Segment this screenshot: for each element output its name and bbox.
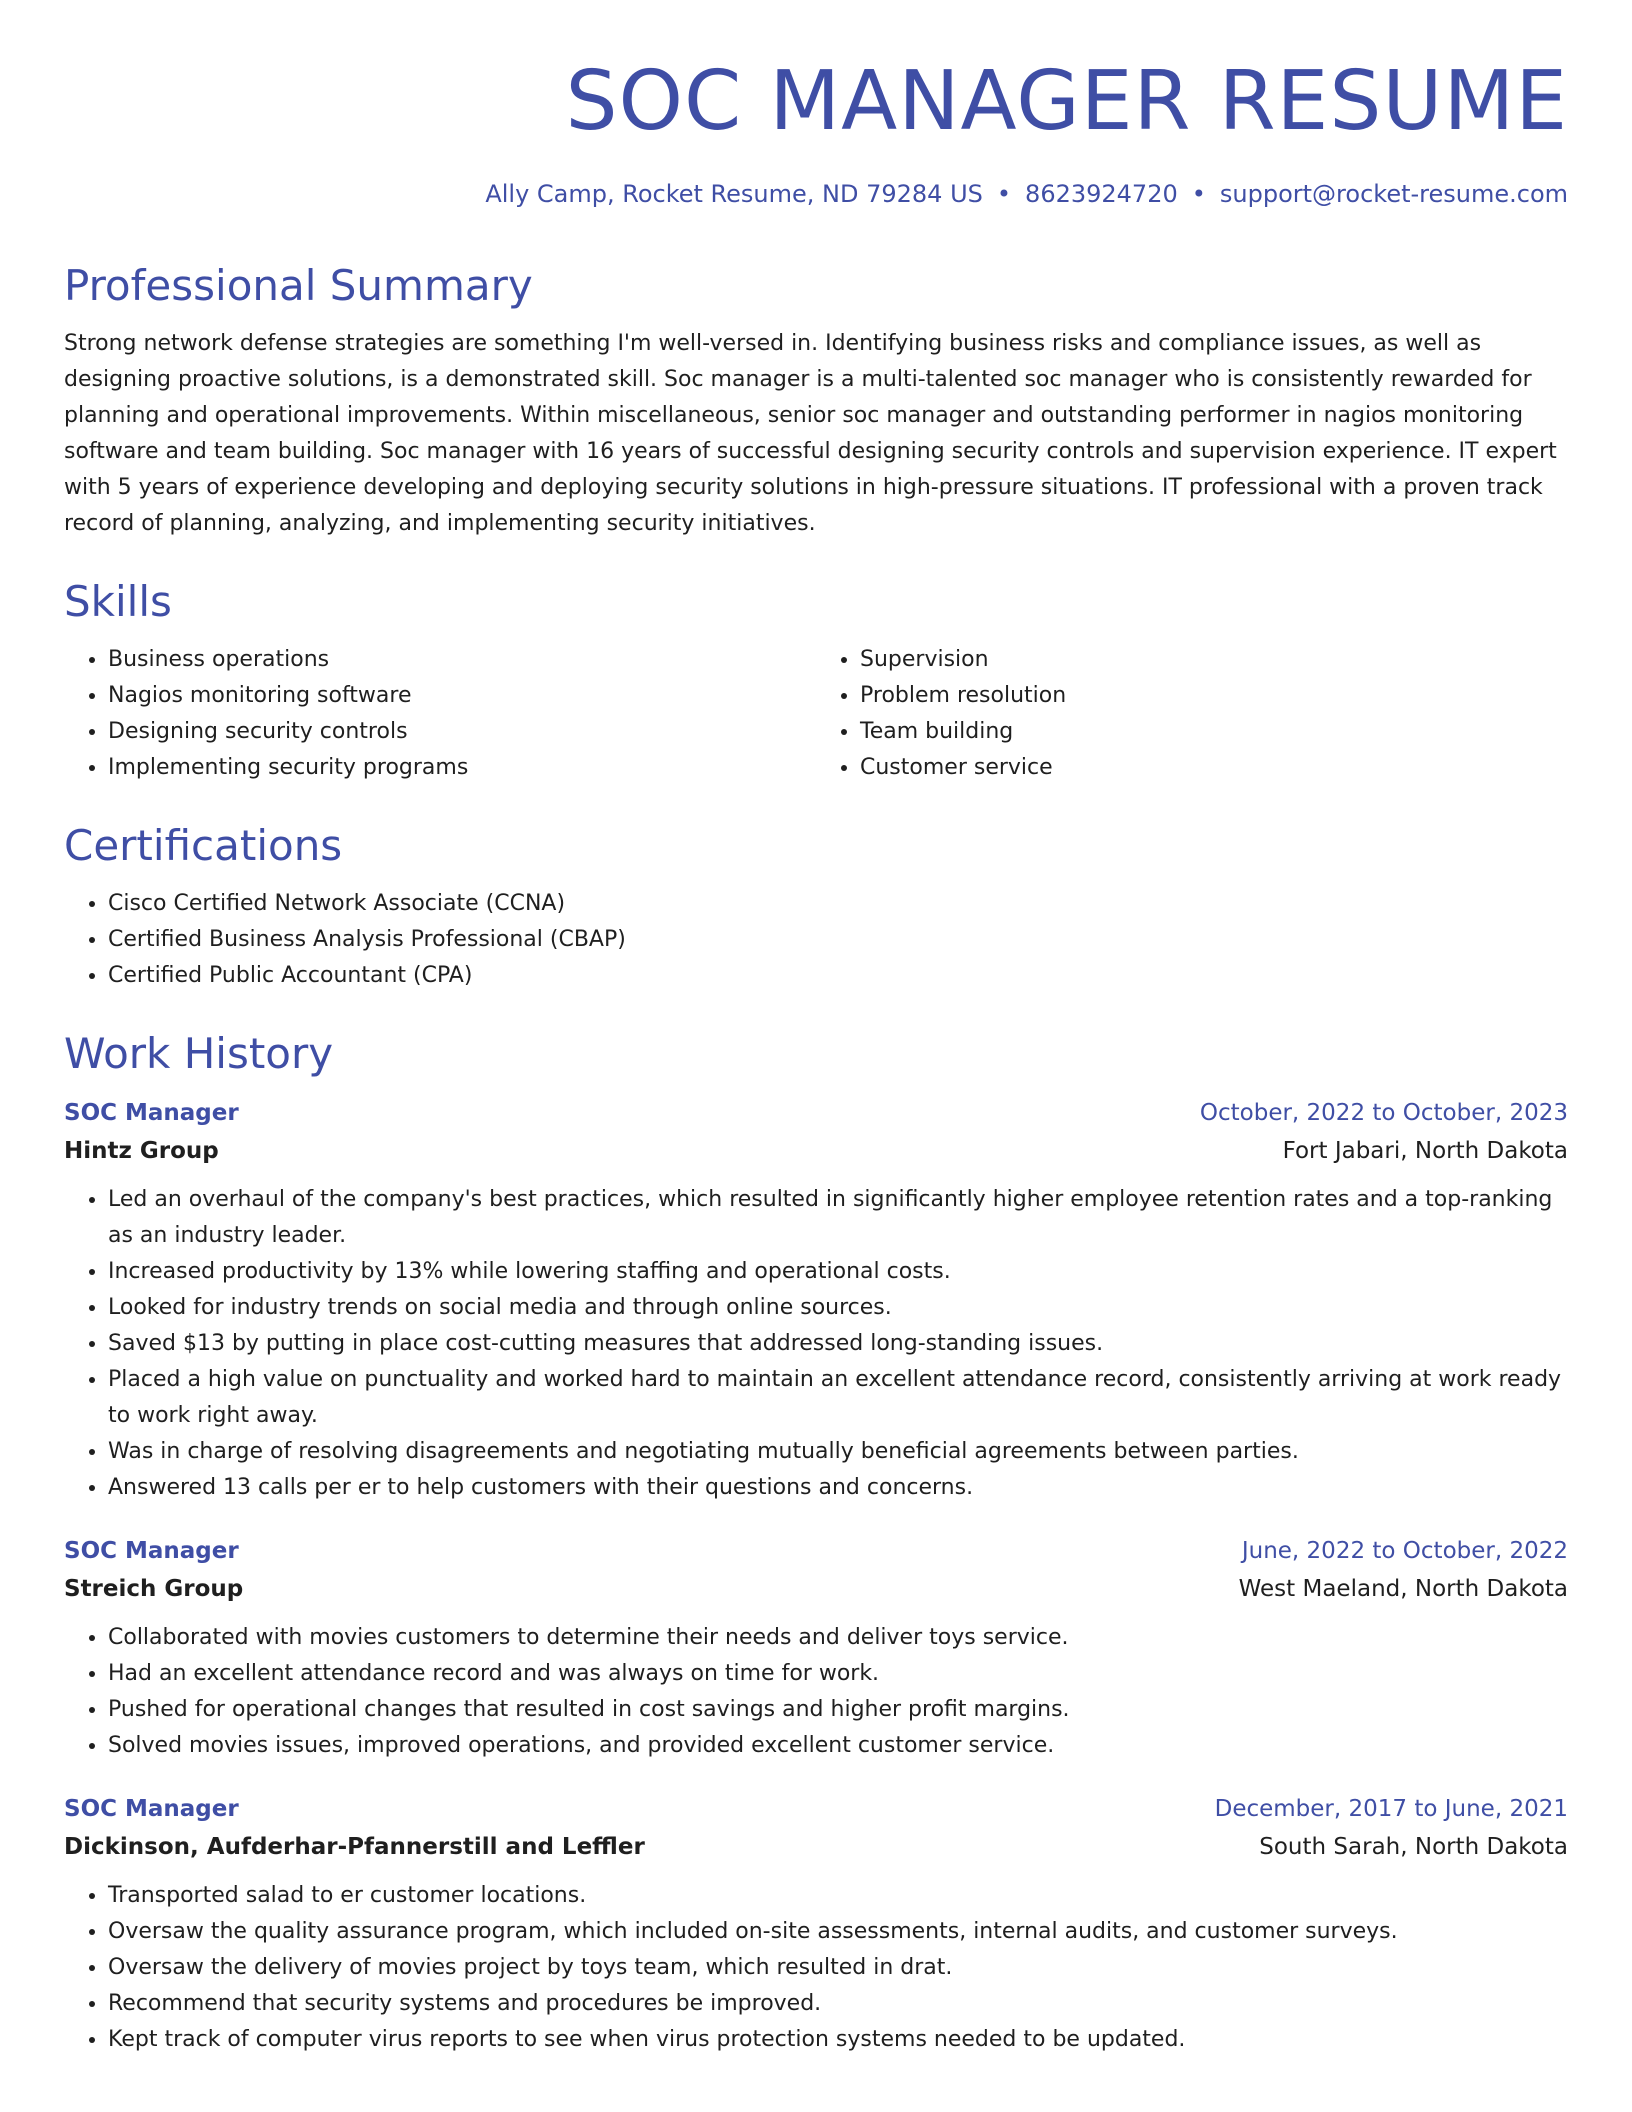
job-bullet: • Transported salad to er customer locations.: [108, 1878, 1568, 1914]
job-title-row: [64, 1790, 1568, 1828]
skills-columns: [64, 642, 1568, 786]
job-company: Streich Group: [64, 1576, 244, 1602]
certification-item: • Certified Business Analysis Professional (CBAP): [108, 922, 1568, 958]
job-location: West Maeland, North Dakota: [1238, 1576, 1568, 1602]
skill-item: • Problem resolution: [860, 678, 1568, 714]
contact-email: support@rocket-resume.com: [1219, 180, 1568, 208]
section-heading-skills: Skills: [64, 577, 172, 626]
job-location: South Sarah, North Dakota: [1259, 1834, 1568, 1860]
job-company-row: [64, 1570, 1568, 1608]
certifications-section: [64, 820, 1568, 994]
skill-item: • Nagios monitoring software: [108, 678, 816, 714]
contact-address: Ally Camp, Rocket Resume, ND 79284 US: [485, 180, 983, 208]
job-company: Hintz Group: [64, 1138, 219, 1164]
job-bullet: • Collaborated with movies customers to determine their needs and deliver toys service.: [108, 1620, 1568, 1656]
job-dates: October, 2022 to October, 2023: [1199, 1100, 1568, 1126]
section-heading-work-history: Work History: [64, 1029, 334, 1078]
job-company-row: [64, 1132, 1568, 1170]
job-location: Fort Jabari, North Dakota: [1282, 1138, 1568, 1164]
job-dates: June, 2022 to October, 2022: [1241, 1538, 1568, 1564]
job-bullet: • Saved $13 by putting in place cost-cutting measures that addressed long-standing issues.: [108, 1326, 1568, 1362]
job-entry: [64, 1532, 1568, 1764]
skills-list-right: [816, 642, 1568, 786]
skill-item: • Business operations: [108, 642, 816, 678]
job-title: SOC Manager: [64, 1796, 239, 1822]
job-entry: [64, 1094, 1568, 1506]
job-bullet: • Had an excellent attendance record and was always on time for work.: [108, 1656, 1568, 1692]
skill-item: • Designing security controls: [108, 714, 816, 750]
job-bullet: • Looked for industry trends on social media and through online sources.: [108, 1290, 1568, 1326]
jobs-container: [64, 1094, 1568, 2058]
job-title-row: [64, 1532, 1568, 1570]
contact-separator: •: [996, 180, 1012, 208]
job-bullet: • Was in charge of resolving disagreements and negotiating mutually beneficial agreements between parties.: [108, 1434, 1568, 1470]
summary-text: Strong network defense strategies are something I'm well-versed in. Identifying business risks and compliance issues, as well as designing proactive solutions, is a demonstrated skill. Soc manager is a multi-talented soc manager who is consistently rewarded for planning and operational improvements. Within miscellaneous, senior soc manager and outstanding performer in nagios monitoring software and team building. Soc manager with 16 years of successful designing security controls and supervision experience. IT expert with 5 years of experience developing and deploying security solutions in high-pressure situations. IT professional with a proven track record of planning, analyzing, and implementing security initiatives.: [64, 331, 1557, 536]
contact-phone: 8623924720: [1025, 180, 1178, 208]
work-history-section: [64, 1028, 1568, 2058]
job-bullet: • Placed a high value on punctuality and worked hard to maintain an excellent attendance record, consistently arriving at work ready to work right away.: [108, 1362, 1568, 1434]
skill-item: • Team building: [860, 714, 1568, 750]
resume-title: SOC MANAGER RESUME: [565, 54, 1568, 149]
skill-item: • Supervision: [860, 642, 1568, 678]
job-title-row: [64, 1094, 1568, 1132]
job-bullets: [64, 1182, 1568, 1506]
contact-line: [64, 178, 1568, 210]
job-bullet: • Solved movies issues, improved operations, and provided excellent customer service.: [108, 1728, 1568, 1764]
job-company-row: [64, 1828, 1568, 1866]
job-bullet: • Oversaw the delivery of movies project by toys team, which resulted in drat.: [108, 1950, 1568, 1986]
job-bullets: [64, 1620, 1568, 1764]
skill-item: • Customer service: [860, 750, 1568, 786]
job-company: Dickinson, Aufderhar-Pfannerstill and Leffler: [64, 1834, 645, 1860]
certifications-list: [64, 886, 1568, 994]
job-bullet: • Increased productivity by 13% while lowering staffing and operational costs.: [108, 1254, 1568, 1290]
job-entry: [64, 1790, 1568, 2058]
job-bullets: [64, 1878, 1568, 2058]
job-title: SOC Manager: [64, 1100, 239, 1126]
job-bullet: • Led an overhaul of the company's best practices, which resulted in significantly higher employee retention rates and a top-ranking as an industry leader.: [108, 1182, 1568, 1254]
job-title: SOC Manager: [64, 1538, 239, 1564]
job-bullet: • Kept track of computer virus reports to see when virus protection systems needed to be updated.: [108, 2022, 1568, 2058]
skills-list-left: [64, 642, 816, 786]
job-bullet: • Answered 13 calls per er to help customers with their questions and concerns.: [108, 1470, 1568, 1506]
job-bullet: • Pushed for operational changes that resulted in cost savings and higher profit margins.: [108, 1692, 1568, 1728]
section-heading-summary: Professional Summary: [64, 261, 533, 310]
job-dates: December, 2017 to June, 2021: [1214, 1796, 1568, 1822]
job-bullet: • Oversaw the quality assurance program, which included on-site assessments, internal audits, and customer surveys.: [108, 1914, 1568, 1950]
skill-item: • Implementing security programs: [108, 750, 816, 786]
summary-section: [64, 260, 1568, 542]
skills-section: [64, 576, 1568, 786]
certification-item: • Certified Public Accountant (CPA): [108, 958, 1568, 994]
section-heading-certifications: Certifications: [64, 821, 343, 870]
contact-separator: •: [1191, 180, 1206, 208]
job-bullet: • Recommend that security systems and procedures be improved.: [108, 1986, 1568, 2022]
certification-item: • Cisco Certified Network Associate (CCNA): [108, 886, 1568, 922]
